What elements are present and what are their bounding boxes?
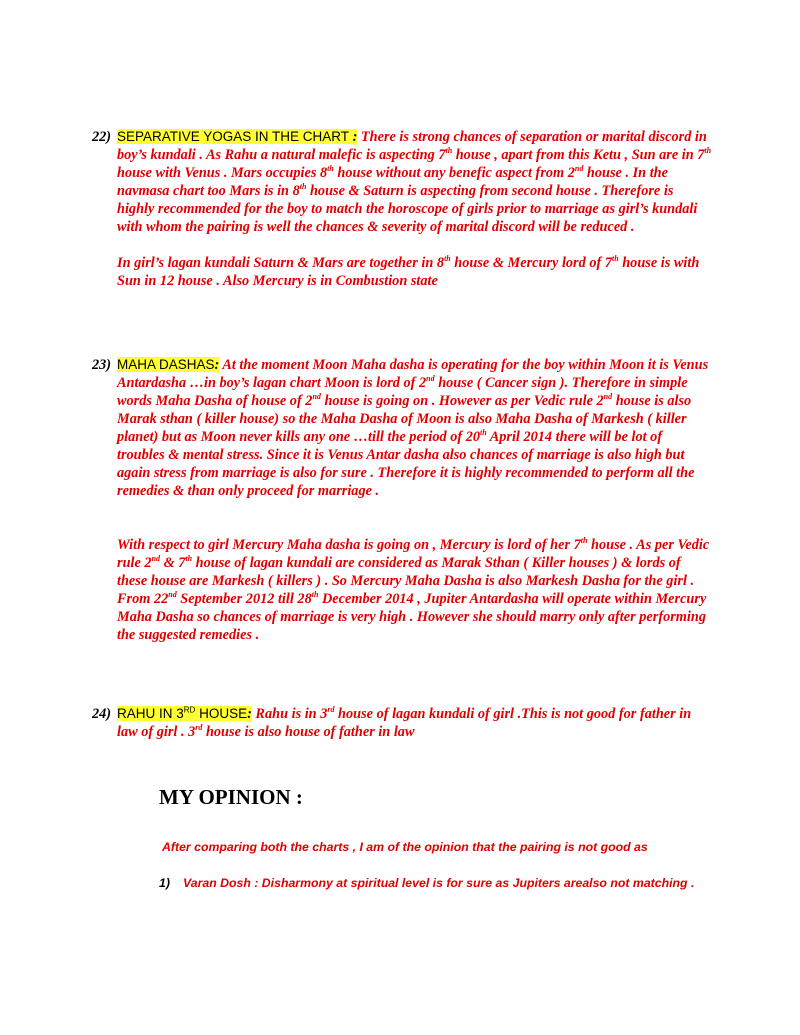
heading-colon: :	[352, 129, 358, 145]
section-heading: RAHU IN 3RD HOUSE	[117, 705, 248, 721]
section-number: 22)	[92, 129, 112, 145]
section-22	[92, 128, 712, 290]
opinion-intro: After comparing both the charts , I am of the opinion that the pairing is not good as	[162, 840, 648, 854]
section-heading: SEPARATIVE YOGAS IN THE CHART	[117, 129, 353, 144]
heading-colon: :	[214, 357, 220, 373]
opinion-list-item	[159, 874, 719, 892]
section-24	[92, 705, 712, 741]
section-paragraph: SEPARATIVE YOGAS IN THE CHART : There is strong chances of separation or marital discord in boy’s kundali . As Rahu a natural malefic is aspecting 7th house , apart from this Ketu , Sun are in 7th house with Venus . Mars occupies 8th house without any benefic aspect from 2nd house . In the navmasa chart too Mars is in 8th house & Saturn is aspecting from second house . Therefore is highly recommended for the boy to match the horoscope of girls prior to marriage as girl’s kundali with whom the pairing is well the chances & severity of marital discord will be reduced .	[117, 129, 712, 235]
section-number: 23)	[92, 357, 112, 373]
opinion-title: MY OPINION :	[159, 785, 303, 809]
heading-colon: :	[247, 706, 252, 722]
list-item-text: Varan Dosh : Disharmony at spiritual level is for sure as Jupiters arealso not matching .	[183, 876, 695, 890]
list-number: 1)	[159, 876, 170, 890]
section-number: 24)	[92, 706, 112, 722]
section-paragraph: With respect to girl Mercury Maha dasha is going on , Mercury is lord of her 7th house . As per Vedic rule 2nd & 7th house of lagan kundali are considered as Marak Sthan ( Killer houses ) & lords of these house are Markesh ( killers ) . So Mercury Maha Dasha is also Markesh Dasha for the girl . From 22nd September 2012 till 28th December 2014 , Jupiter Antardasha will operate within Mercury Maha Dasha so chances of marriage is very high . However she should marry only after performing the suggested remedies .	[117, 536, 710, 643]
section-paragraph: RAHU IN 3RD HOUSE: Rahu is in 3rd house of lagan kundali of girl .This is not good for father in law of girl . 3rd house is also house of father in law	[117, 705, 692, 740]
section-heading: MAHA DASHAS	[117, 357, 215, 372]
section-paragraph: In girl’s lagan kundali Saturn & Mars are together in 8th house & Mercury lord of 7th house is with Sun in 12 house . Also Mercury is in Combustion state	[117, 254, 700, 289]
section-paragraph: MAHA DASHAS: At the moment Moon Maha dasha is operating for the boy within Moon it is Venus Antardasha …in boy’s lagan chart Moon is lord of 2nd house ( Cancer sign ). Therefore in simple words Maha Dasha of house of 2nd house is going on . However as per Vedic rule 2nd house is also Marak sthan ( killer house) so the Maha Dasha of Moon is also Maha Dasha of Markesh ( killer planet) but as Moon never kills any one …till the period of 20th April 2014 there will be lot of troubles & mental stress. Since it is Venus Antar dasha also chances of marriage is also high but again stress from marriage is also for sure . Therefore it is highly recommended to perform all the remedies & than only proceed for marriage .	[117, 357, 709, 499]
section-23	[92, 356, 712, 644]
